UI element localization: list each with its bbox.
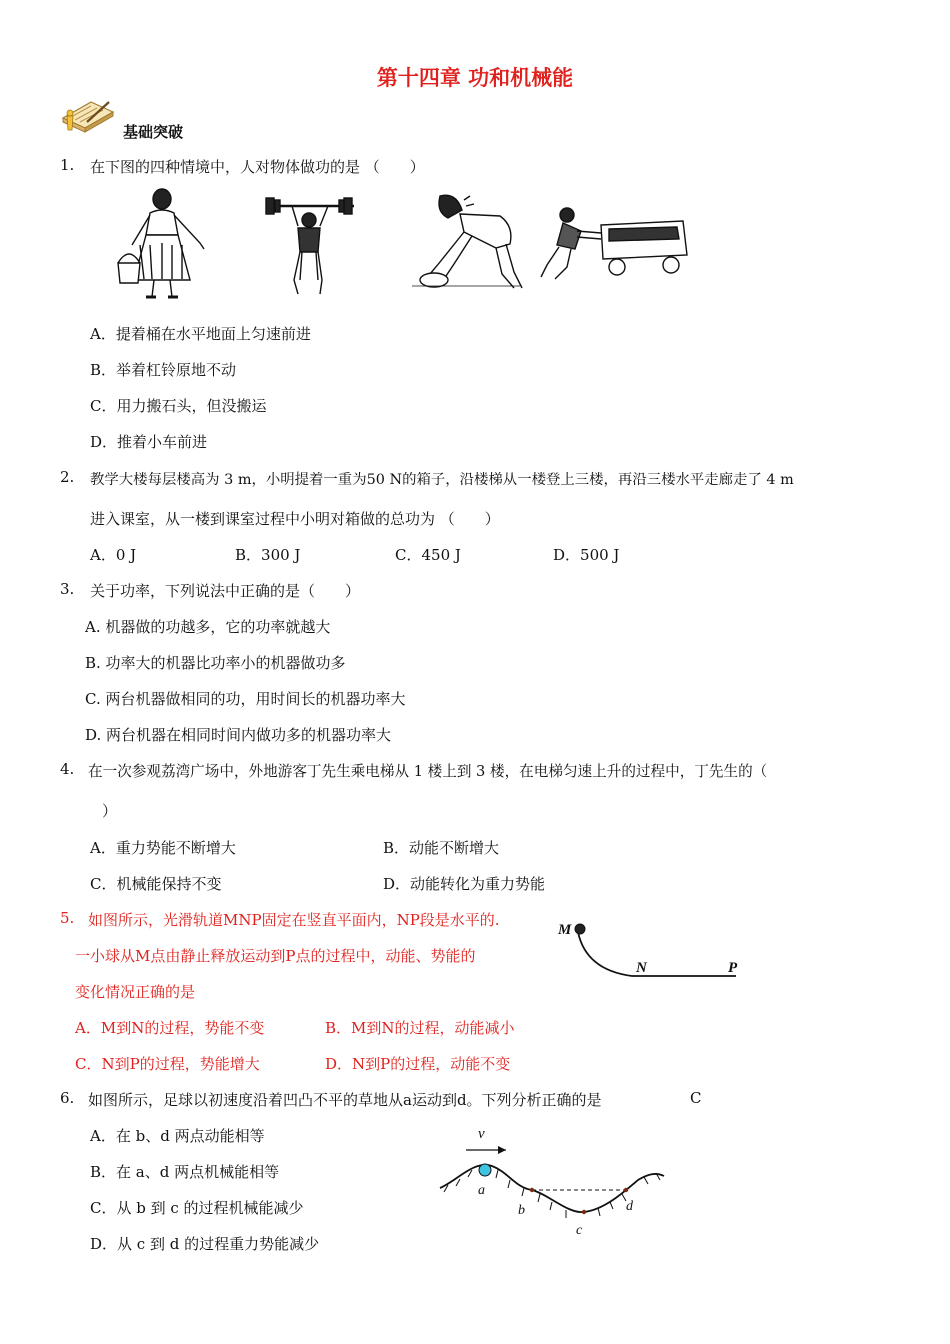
question-text: 教学大楼每层楼高为 3 m，小明提着一重为50 N的箱子，沿楼梯从一楼登上三楼，再沿三楼水平走廊走了 4 m [90, 472, 794, 488]
question-number: 1. [60, 156, 75, 174]
option-a: A．提着桶在水平地面上匀速前进 [90, 325, 311, 343]
girl-carrying-bucket-image [110, 185, 215, 305]
point-p-label: P [728, 960, 738, 976]
question-text: 如图所示，光滑轨道MNP固定在竖直平面内，NP段是水平的. [88, 911, 500, 929]
option-b: B. 功率大的机器比功率小的机器做功多 [85, 654, 346, 672]
option-c: C．N到P的过程，势能增大 [75, 1055, 260, 1073]
question-text-continued: 一小球从M点由静止释放运动到P点的过程中，动能、势能的 [75, 947, 476, 965]
question-number: 2. [60, 468, 75, 486]
study-book-icon [57, 96, 119, 136]
section-heading: 基础突破 [123, 123, 184, 141]
option-d: D．动能转化为重力势能 [383, 875, 546, 893]
option-a: A．在 b、d 两点动能相等 [90, 1127, 265, 1145]
option-b: B．在 a、d 两点机械能相等 [90, 1163, 280, 1181]
option-d: D．推着小车前进 [90, 433, 208, 451]
option-c: C．机械能保持不变 [90, 875, 222, 893]
question-number: 3. [60, 580, 75, 598]
point-n-label: N [636, 960, 647, 976]
question-text: 在下图的四种情境中，人对物体做功的是 （ ） [90, 158, 425, 176]
option-c: C．从 b 到 c 的过程机械能减少 [90, 1199, 304, 1217]
question-text: 关于功率，下列说法中正确的是（ ） [90, 582, 361, 600]
option-b: B．举着杠铃原地不动 [90, 361, 237, 379]
point-a-label: a [478, 1183, 485, 1198]
question-text-continued: ） [102, 802, 118, 820]
option-a: A．重力势能不断增大 [90, 839, 236, 857]
option-d: D．从 c 到 d 的过程重力势能减少 [90, 1235, 320, 1253]
option-d: D．N到P的过程，动能不变 [325, 1055, 511, 1073]
option-b: B．M到N的过程，动能减小 [325, 1019, 515, 1037]
option-c: C．用力搬石头，但没搬运 [90, 397, 267, 415]
point-d-label: d [626, 1199, 633, 1214]
option-a: A. 机器做的功越多，它的功率就越大 [85, 618, 331, 636]
option-c: C．450 J [395, 546, 461, 564]
point-b-label: b [518, 1203, 525, 1218]
question-number: 4. [60, 760, 75, 778]
option-d: D. 两台机器在相同时间内做功多的机器功率大 [85, 726, 392, 744]
question-text: 如图所示，足球以初速度沿着凹凸不平的草地从a运动到d。下列分析正确的是 [88, 1091, 602, 1109]
option-b: B．动能不断增大 [383, 839, 500, 857]
question-text: 在一次参观荔湾广场中，外地游客丁先生乘电梯从 1 楼上到 3 楼，在电梯匀速上升的过程中，丁先生的（ [88, 763, 768, 780]
question-number: 6. [60, 1089, 75, 1107]
boy-pushing-cart-image [537, 205, 697, 285]
velocity-label: v [478, 1126, 485, 1142]
girl-lifting-stone-image [410, 192, 525, 297]
football-terrain-diagram [438, 1122, 670, 1240]
option-a: A．M到N的过程，势能不变 [75, 1019, 265, 1037]
page-title: 第十四章 功和机械能 [376, 66, 574, 90]
option-b: B．300 J [235, 546, 301, 564]
answer-mark: C [690, 1089, 702, 1107]
option-c: C. 两台机器做相同的功，用时间长的机器功率大 [85, 690, 406, 708]
question-number: 5. [60, 909, 75, 927]
question-text-continued: 进入课室，从一楼到课室过程中小明对箱做的总功为 （ ） [90, 510, 500, 528]
track-mnp-diagram [552, 912, 748, 984]
question-text-continued: 变化情况正确的是 [75, 983, 196, 1001]
option-d: D．500 J [553, 546, 620, 564]
weightlifter-image [262, 190, 357, 302]
point-c-label: c [576, 1223, 583, 1238]
option-a: A．0 J [90, 546, 137, 564]
point-m-label: M [558, 922, 572, 938]
